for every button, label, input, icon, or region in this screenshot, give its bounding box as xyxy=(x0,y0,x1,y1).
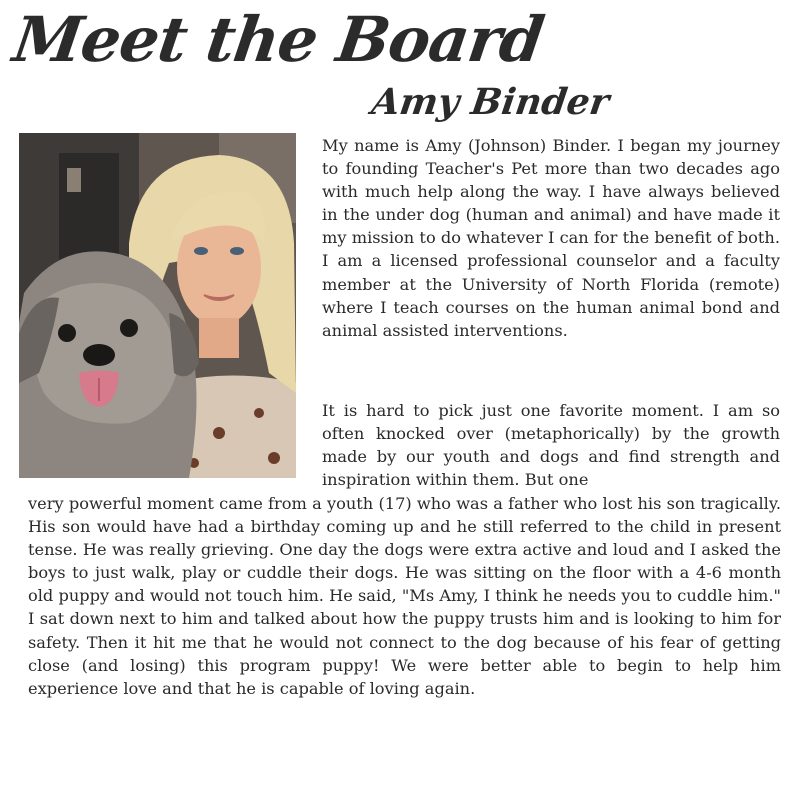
person-name: Amy Binder xyxy=(369,81,612,123)
page-title: Meet the Board xyxy=(8,3,548,76)
profile-photo xyxy=(19,133,296,478)
bio-paragraph-1: My name is Amy (Johnson) Binder. I began my journey to founding Teacher's Pet more than two decades ago with much help along the way. I have always believed in the under dog (human and animal) and have made it my mission to do whatever I can for the benefit of both. I am a licensed professional counselor and a faculty member at the University of North Florida (remote) where I teach courses on the human animal bond and animal assisted interventions. xyxy=(322,136,780,340)
bio-paragraph-2-bottom: very powerful moment came from a youth (17) who was a father who lost his son tragically. His son would have had a birthday coming up and he still referred to the child in present tense. He was really grieving. One day the dogs were extra active and loud and I asked the boys to just walk, play or cuddle their dogs. He was sitting on the floor with a 4-6 month old puppy and would not touch him. He said, "Ms Amy, I think he needs you to cuddle him." I sat down next to him and talked about how the puppy trusts him and is looking to him for safety. Then it hit me that he would not connect to the dog because of his fear of getting close (and losing) this program puppy! We were better able to begin to help him experience love and that he is capable of loving again. xyxy=(28,494,781,698)
bio-paragraph-2-top: It is hard to pick just one favorite moment. I am so often knocked over (metaphorically) by the growth made by our youth and dogs and find strength and inspiration within them. But one xyxy=(322,401,780,490)
